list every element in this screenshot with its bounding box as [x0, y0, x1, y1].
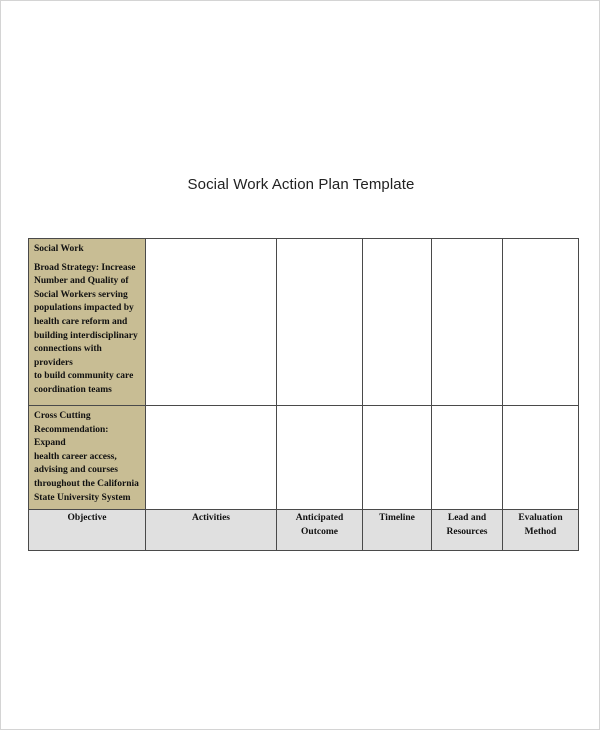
table-cell: [503, 406, 579, 510]
table-cell: [432, 406, 503, 510]
table-cell: [432, 239, 503, 406]
broad-strategy-text: Broad Strategy: Increase Number and Quality of Social Workers serving populations impacted by health care reform and building interdisciplinary connections with providers to build community care coordination teams: [34, 262, 138, 395]
table-row: [29, 406, 579, 510]
column-header-activities: Activities: [146, 510, 277, 551]
column-header-row: [29, 510, 579, 551]
section-heading: Social Work: [34, 244, 84, 254]
cross-cutting-recommendation-text: Cross Cutting Recommendation: Expand health career access, advising and courses throughout the California State University System: [34, 411, 139, 503]
action-plan-table: [28, 238, 579, 551]
strategy-cell: [29, 239, 146, 406]
column-header-timeline: Timeline: [363, 510, 432, 551]
column-header-anticipated-outcome: Anticipated Outcome: [277, 510, 363, 551]
page-title: Social Work Action Plan Template: [187, 176, 415, 193]
column-header-objective: Objective: [29, 510, 146, 551]
table-cell: [277, 406, 363, 510]
table-cell: [277, 239, 363, 406]
table-cell: [146, 239, 277, 406]
table-cell: [503, 239, 579, 406]
column-header-evaluation-method: Evaluation Method: [503, 510, 579, 551]
table-cell: [363, 239, 432, 406]
table-cell: [146, 406, 277, 510]
recommendation-cell: [29, 406, 146, 510]
table-cell: [363, 406, 432, 510]
column-header-lead-and-resources: Lead and Resources: [432, 510, 503, 551]
table-row: [29, 239, 579, 406]
